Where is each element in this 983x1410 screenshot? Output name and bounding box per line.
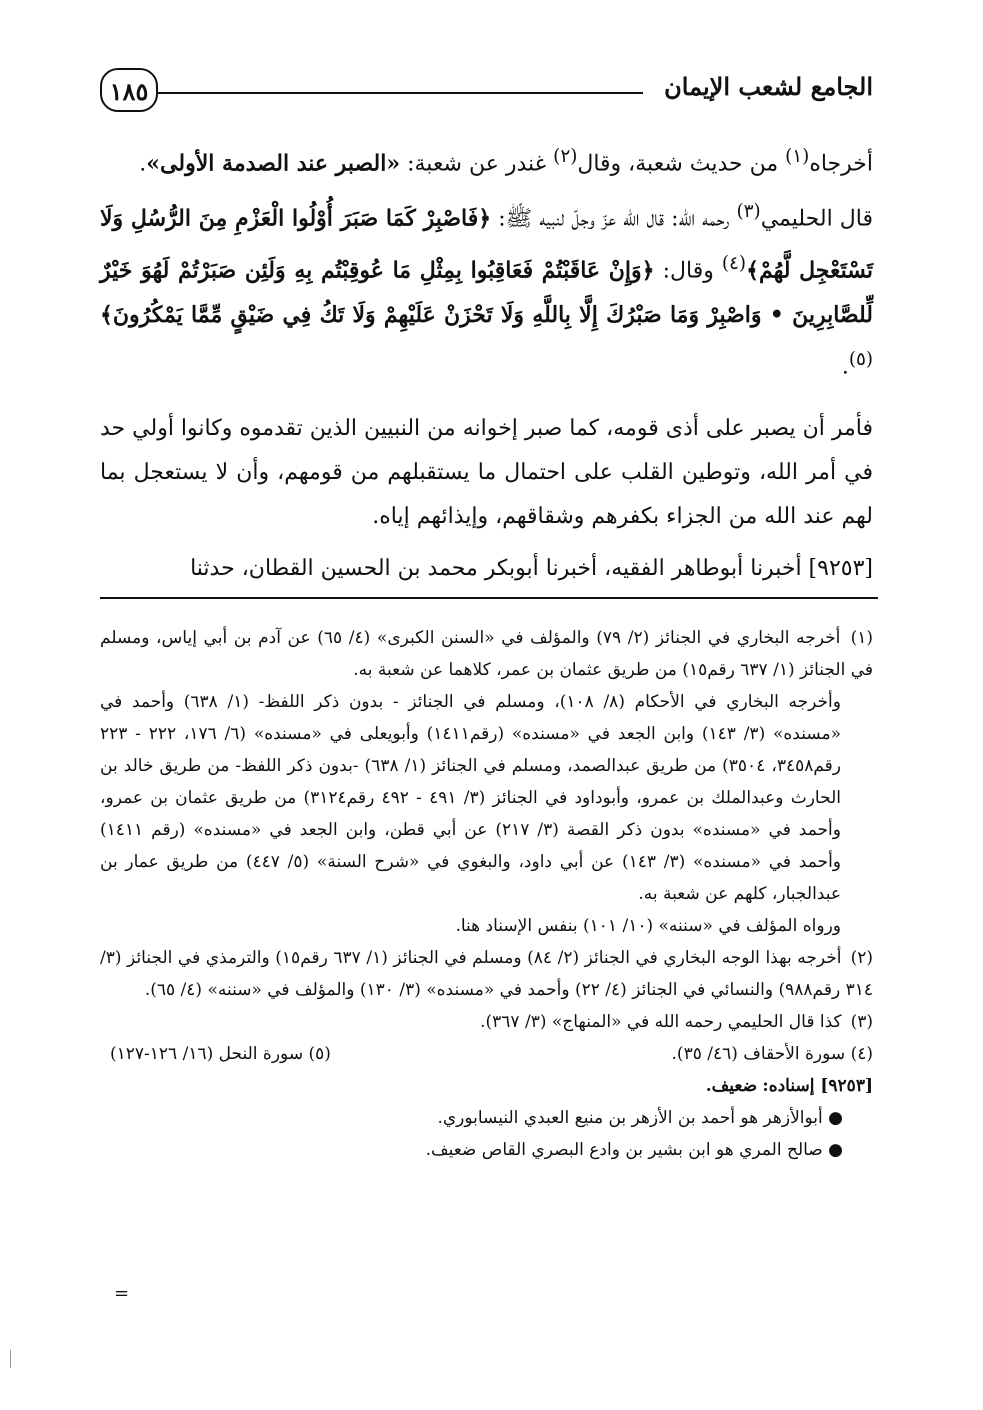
footnote-ref-5: (٥) xyxy=(848,348,873,370)
footnote-1-note: ورواه المؤلف في «سننه» (١٠/ ١٠١) بنفس الإسناد هنا. xyxy=(455,916,841,936)
text-span: من حديث شعبة، وقال xyxy=(577,151,786,177)
margin-tick xyxy=(10,1350,11,1368)
footnotes xyxy=(100,622,873,1166)
footnote-ref-4: (٤) xyxy=(721,252,747,274)
footnote-text: أخرجه بهذا الوجه البخاري في الجنائز (٢/ ٨٤) ومسلم في الجنائز (١/ ٦٣٧ رقم١٥) والترمذي في الجنائز (٣/ ٣١٤ رقم٩٨٨) والنسائي في الجنائز (٤/ ٢٢) وأحمد في «مسنده» (٣/ ١٣٠) والمؤلف في «سننه» (٤/ ٦٥). xyxy=(100,948,873,1000)
footnote-5 xyxy=(100,1038,331,1070)
text-span: وقال: xyxy=(654,257,722,283)
isnad-grade-value: ضعيف. xyxy=(705,1076,758,1096)
footnote-number: (٤) xyxy=(850,1044,873,1064)
header-rule xyxy=(158,92,643,94)
bullet-item-1 xyxy=(100,1102,873,1134)
hadith-title: «الصبر عند الصدمة الأولى» xyxy=(146,150,401,177)
paragraph-1 xyxy=(100,135,873,186)
footnote-number: (٣) xyxy=(850,1012,873,1032)
footnote-4 xyxy=(672,1038,873,1070)
text-span: . xyxy=(841,354,849,380)
quran-verse-2: ﴿وَإِنْ عَاقَبْتُمْ فَعَاقِبُوا بِمِثْلِ مَا عُوقِبْتُم بِهِ وَلَئِن صَبَرْتُمْ لَهُوَ خَيْرٌ لِّلصَّابِرِينَ • وَاصْبِرْ وَمَا صَبْرُكَ إِلَّا بِاللَّهِ وَلَا تَحْزَنْ عَلَيْهِمْ وَلَا تَكُ فِي ضَيْقٍ مِّمَّا يَمْكُرُونَ﴾ xyxy=(100,256,873,328)
isnad-grade xyxy=(100,1070,873,1102)
bullet-text: صالح المري هو ابن بشير بن وادع البصري القاص ضعيف. xyxy=(425,1140,823,1160)
text-span: قال الحليمي xyxy=(760,206,873,232)
continuation-mark: = xyxy=(114,1283,130,1304)
footnote-number: (١) xyxy=(850,628,873,648)
bullet-icon: ● xyxy=(828,1108,843,1128)
footnote-2 xyxy=(100,942,873,1006)
footnote-text: أخرجه البخاري في الجنائز (٢/ ٧٩) والمؤلف في «السنن الكبرى» (٤/ ٦٥) عن آدم بن أبي إياس، ومسلم في الجنائز (١/ ٦٣٧ رقم١٥) من طريق عثمان بن عمر، كلاهما عن شعبة به. xyxy=(100,628,873,680)
bullet-item-2 xyxy=(100,1134,873,1166)
bullet-text: أبوالأزهر هو أحمد بن الأزهر بن منيع العبدي النيسابوري. xyxy=(437,1108,823,1128)
footnote-text: سورة النحل (١٦/ ١٢٦-١٢٧) xyxy=(110,1044,304,1064)
text-span: . xyxy=(139,151,147,177)
book-title: الجامع لشعب الإيمان xyxy=(664,72,873,101)
paragraph-4: [٩٢٥٣] أخبرنا أبوطاهر الفقيه، أخبرنا أبوبكر محمد بن الحسين القطان، حدثنا xyxy=(190,556,873,582)
footnote-text: كذا قال الحليمي رحمه الله في «المنهاج» (٣/ ٣٦٧). xyxy=(480,1012,842,1032)
page-header xyxy=(100,68,873,120)
isnad-label: [٩٢٥٣] إسناده: xyxy=(762,1076,873,1096)
footnote-number: (٢) xyxy=(850,948,874,968)
main-text xyxy=(100,135,873,591)
text-span: أخرجاه xyxy=(809,151,873,177)
footnote-number: (٥) xyxy=(308,1044,331,1064)
bullet-icon: ● xyxy=(828,1140,843,1160)
footnote-ref-1: (١) xyxy=(785,146,810,167)
footnote-1-continued: وأخرجه البخاري في الأحكام (٨/ ١٠٨)، ومسلم في الجنائز - بدون ذكر اللفظ- (١/ ٦٣٨) وأحمد في «مسنده» (٣/ ١٤٣) وابن الجعد في «مسنده» (رقم١٤١١) وأبويعلى في «مسنده» (٦/ ١٧٦، ٢٢٢ - ٢٢٣ رقم٣٤٥٨، ٣٥٠٤) من طريق عبدالصمد، ومسلم في الجنائز (١/ ٦٣٨) -بدون ذكر اللفظ- من طريق خالد بن الحارث وعبدالملك بن عمرو، وأبوداود في الجنائز (٣/ ٤٩١ - ٤٩٢ رقم٣١٢٤) من طريق عثمان بن عمرو، وأحمد في «مسنده» بدون ذكر القصة (٣/ ٢١٧) عن أبي قطن، وابن الجعد في «مسنده» (رقم ١٤١١) وأحمد في «مسنده» (٣/ ١٤٣) عن أبي داود، والبغوي في «شرح السنة» (٥/ ٤٤٧) من طريق عمار بن عبدالجبار، كلهم عن شعبة به. xyxy=(100,692,842,904)
footnotes-4-5 xyxy=(100,1038,873,1070)
footnote-1 xyxy=(100,622,873,686)
quran-verse-1: ﴿فَاصْبِرْ كَمَا صَبَرَ أُوْلُوا الْعَزْمِ مِنَ الرُّسُلِ وَلَا تَسْتَعْجِل لَّهُمْ﴾ xyxy=(100,205,874,283)
paragraph-3: فأمر أن يصبر على أذى قومه، كما صبر إخوانه من النبيين الذين تقدموه وكانوا أولي حد في أمر الله، وتوطين القلب على احتمال ما يستقبلهم من قومهم، وأن لا يستعجل بما لهم عند الله من الجزاء بكفرهم وشقاقهم، وإيذائهم إياه. xyxy=(100,416,873,530)
footnote-ref-2: (٢) xyxy=(553,146,578,167)
footnote-text: سورة الأحقاف (٤٦/ ٣٥). xyxy=(671,1044,846,1064)
page-number: ١٨٥ xyxy=(100,68,158,112)
text-span: رحمه الله: قال الله عزّ وجلّ لنبيه ﷺ: xyxy=(491,206,737,232)
text-span: غندر عن شعبة: xyxy=(400,151,554,177)
footnote-3 xyxy=(100,1006,873,1038)
paragraph-2 xyxy=(100,190,873,389)
footnote-ref-3: (٣) xyxy=(736,201,761,223)
footnote-separator xyxy=(100,597,878,599)
